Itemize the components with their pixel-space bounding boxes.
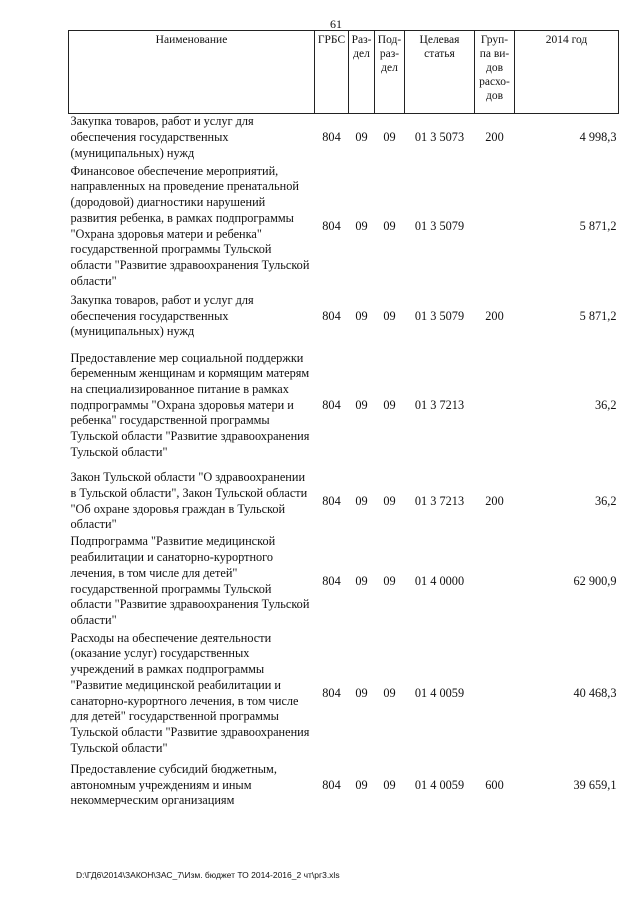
row-target: 01 4 0059 [414,685,465,700]
row-amount: 36,2 [594,493,617,508]
row-group: 200 [485,308,504,323]
row-amount: 4 998,3 [579,129,617,144]
row-grbs: 804 [322,129,341,144]
row-razdel: 09 [355,129,368,144]
row-group [475,534,515,630]
row-group: 600 [485,777,504,792]
header-razdel: Раз- дел [349,31,375,114]
row-podrazdel: 09 [383,777,396,792]
page-number: 61 [330,17,342,31]
row-amount: 36,2 [594,397,617,412]
row-amount: 5 871,2 [579,218,617,233]
row-razdel: 09 [355,685,368,700]
row-razdel: 09 [355,493,368,508]
row-amount: 40 468,3 [573,685,617,700]
header-year: 2014 год [515,31,619,114]
row-podrazdel: 09 [383,308,396,323]
table-row [69,162,619,292]
row-amount: 62 900,9 [573,573,617,588]
table-row [69,342,619,470]
table-row [69,630,619,758]
row-group: 200 [485,129,504,144]
row-razdel: 09 [355,218,368,233]
row-grbs: 804 [322,493,341,508]
row-podrazdel: 09 [383,397,396,412]
row-group [475,162,515,292]
row-name: Предоставление субсидий бюджетным, автономным учреждениям и иным некоммерческим организациям [70,761,277,808]
row-name: Предоставление мер социальной поддержки беременным женщинам и кормящим матерям на специализированное питание в рамках подпрограммы "Охрана здоровья матери и ребенка" государственной программы Тульской области "Развитие здравоохранения Тульской области" [70,350,310,459]
row-amount: 39 659,1 [573,777,617,792]
row-name: Финансовое обеспечение мероприятий, направленных на проведение пренатальной (дородовой) диагностики нарушений развития ребенка, в рамках подпрограммы "Охрана здоровья матери и ребенка" государственной программы Тульской области "Развитие здравоохранения Тульской области" [70,163,310,288]
table-row [69,470,619,534]
row-target: 01 3 7213 [414,397,465,412]
row-razdel: 09 [355,777,368,792]
row-target: 01 3 5079 [414,218,465,233]
row-group [475,630,515,758]
row-target: 01 4 0059 [414,777,465,792]
row-grbs: 804 [322,308,341,323]
row-podrazdel: 09 [383,685,396,700]
table-row [69,292,619,342]
header-podrazdel: Под- раз- дел [375,31,405,114]
row-podrazdel: 09 [383,129,396,144]
table-row [69,114,619,162]
header-row [69,31,619,114]
row-podrazdel: 09 [383,218,396,233]
row-target: 01 3 7213 [414,493,465,508]
row-grbs: 804 [322,218,341,233]
row-name: Закон Тульской области "О здравоохранении в Тульской области", Закон Тульской области "Об охране здоровья граждан в Тульской области" [70,470,308,532]
row-amount: 5 871,2 [579,308,617,323]
header-group: Груп- па ви- дов расхо- дов [475,31,515,114]
row-grbs: 804 [322,685,341,700]
row-grbs: 804 [322,573,341,588]
footer-file-path: D:\ГД6\2014\ЗАКОН\ЗАС_7\Изм. бюджет ТО 2014-2016_2 чт\рг3.xls [76,870,340,880]
row-podrazdel: 09 [383,493,396,508]
row-grbs: 804 [322,777,341,792]
row-name: Закупка товаров, работ и услуг для обеспечения государственных (муниципальных) нужд [70,114,254,160]
table-row [69,534,619,630]
row-razdel: 09 [355,397,368,412]
table-row [69,758,619,814]
row-name: Расходы на обеспечение деятельности (оказание услуг) государственных учреждений в рамках подпрограммы "Развитие медицинской реабилитации и санаторно-курортного лечения, в том числе для детей" государственной программы Тульской области "Развитие здравоохранения Тульской области" [70,630,310,755]
row-target: 01 4 0000 [414,573,465,588]
row-name: Закупка товаров, работ и услуг для обеспечения государственных (муниципальных) нужд [70,292,254,339]
row-target: 01 3 5079 [414,308,465,323]
row-group [475,342,515,470]
row-podrazdel: 09 [383,573,396,588]
budget-table [68,30,619,814]
header-grbs: ГРБС [315,31,349,114]
row-group: 200 [485,493,504,508]
row-grbs: 804 [322,397,341,412]
row-name: Подпрограмма "Развитие медицинской реабилитации и санаторно-курортного лечения, в том числе для детей" государственной программы Тульской области "Развитие здравоохранения Тульской области" [70,534,310,627]
row-razdel: 09 [355,308,368,323]
row-razdel: 09 [355,573,368,588]
row-target: 01 3 5073 [414,129,465,144]
header-name: Наименование [69,31,315,114]
header-target: Целевая статья [405,31,475,114]
